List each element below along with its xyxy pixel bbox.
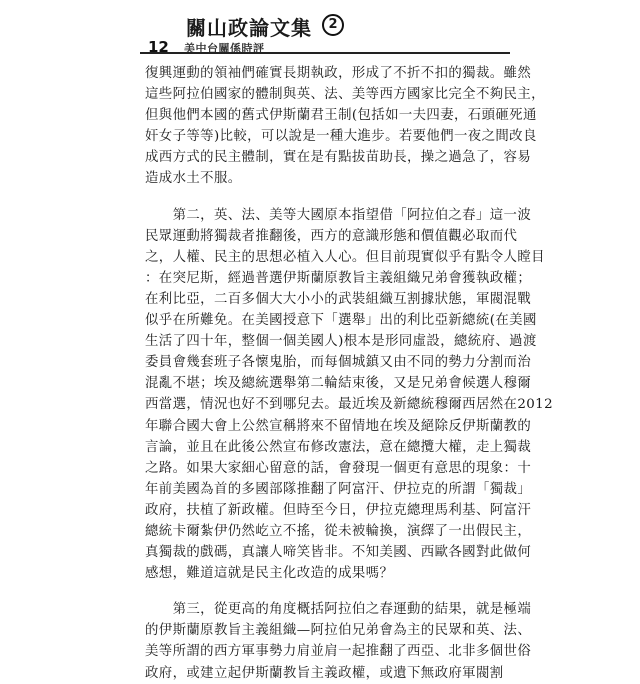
text-line: 第三，從更高的角度概括阿拉伯之春運動的結果，就是極端 xyxy=(145,602,532,618)
text-line: ：在突尼斯，經過普選伊斯蘭原教旨主義組織兄弟會獲執政權； xyxy=(145,270,532,286)
text-line: 奸女子等等)比較，可以說是一種大進步。若要他們一夜之間改良 xyxy=(145,129,537,145)
text-line: 民眾運動將獨裁者推翻後，西方的意識形態和價值觀必取而代 xyxy=(145,228,518,244)
paragraph xyxy=(145,63,545,190)
text-line: 造成水土不服。 xyxy=(145,171,242,187)
text-line: 之，人權、民主的思想必植入人心。但目前現實似乎有點令人瞠目 xyxy=(145,249,545,265)
paragraph xyxy=(145,205,554,585)
text-line: 混亂不堪；埃及總統選舉第二輪結束後，又是兄弟會候選人穆爾 xyxy=(145,376,532,392)
text-line: 政府，扶植了新政權。但時至今日，伊拉克總理馬利基、阿富汗 xyxy=(145,502,532,518)
text-line: 的伊斯蘭原教旨主義組織—阿拉伯兄弟會為主的民眾和英、法、 xyxy=(145,623,532,639)
header-rule xyxy=(140,52,510,54)
text-line: 但與他們本國的舊式伊斯蘭君王制(包括如一夫四妻，石頭砸死通 xyxy=(145,108,537,124)
text-line: 言論，並且在此後公然宣布修改憲法，意在總攬大權，走上獨裁 xyxy=(145,439,532,455)
series-title: 關山政論文集 xyxy=(186,16,312,40)
text-line: 成西方式的民主體制，實在是有點拔苗助長，操之過急了，容易 xyxy=(145,150,532,166)
text-line: 西當選，情況也好不到哪兒去。最近埃及新總統穆爾西居然在2012 xyxy=(145,397,554,413)
text-line: 似乎在所難免。在美國授意下「選舉」出的利比亞新總統(在美國 xyxy=(145,313,537,329)
text-line: 年前美國為首的多國部隊推翻了阿富汗、伊拉克的所謂「獨裁」 xyxy=(145,481,532,497)
body-text xyxy=(145,63,554,684)
text-line: 年聯合國大會上公然宣稱將來不留情地在埃及絕除反伊斯蘭教的 xyxy=(145,418,532,434)
page-number: 12 xyxy=(148,38,169,56)
text-line: 政府，或建立起伊斯蘭教旨主義政權，或遺下無政府軍閥割 xyxy=(145,665,504,681)
text-line: 在利比亞，二百多個大大小小的武裝組織互割據狀態，軍閥混戰 xyxy=(145,291,532,307)
text-line: 委員會幾套班子各懷鬼胎，而每個城鎮又由不同的勢力分割而治 xyxy=(145,355,532,371)
text-line: 生活了四十年，整個一個美國人)根本是形同虛設，總統府、過渡 xyxy=(145,334,537,350)
paragraph xyxy=(145,599,532,683)
volume-number-badge: 2 xyxy=(322,14,344,36)
text-line: 總統卡爾紮伊仍然屹立不搖，從未被輪換，演繹了一出假民主， xyxy=(145,523,532,539)
text-line: 第二，英、法、美等大國原本指望借「阿拉伯之春」這一波 xyxy=(145,207,532,223)
paragraph-gap xyxy=(145,584,495,599)
text-line: 之路。如果大家細心留意的話，會發現一個更有意思的現象：十 xyxy=(145,460,532,476)
text-line: 這些阿拉伯國家的體制與英、法、美等西方國家比完全不夠民主， xyxy=(145,87,545,103)
text-line: 感想，難道這就是民主化改造的成果嗎？ xyxy=(145,566,394,582)
text-line: 復興運動的領袖們確實長期執政，形成了不折不扣的獨裁。雖然 xyxy=(145,66,532,81)
running-header xyxy=(148,12,508,56)
text-line: 真獨裁的戲碼，真讓人啼笑皆非。不知美國、西歐各國對此做何 xyxy=(145,545,532,561)
text-line: 美等所謂的西方軍事勢力肩並肩一起推翻了西亞、北非多個世俗 xyxy=(145,644,532,660)
paragraph-gap xyxy=(145,190,495,205)
series-subtitle: 美中台關係時評 xyxy=(184,42,265,55)
